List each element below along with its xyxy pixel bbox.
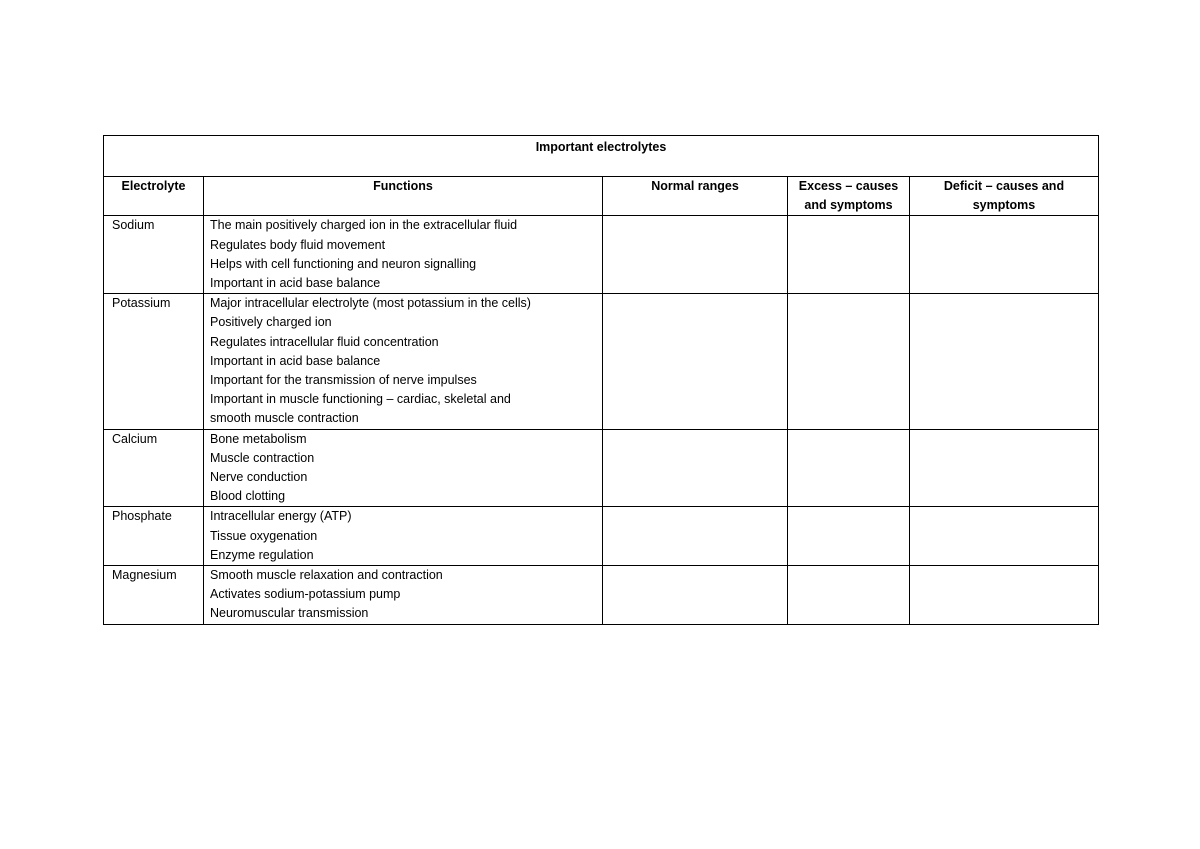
table-title-row	[104, 136, 1099, 177]
table-row	[104, 507, 1099, 566]
header-electrolyte: Electrolyte	[104, 177, 204, 216]
table-row	[104, 566, 1099, 625]
functions-cell	[204, 294, 603, 429]
excess-cell	[788, 294, 910, 429]
electrolyte-name: Magnesium	[104, 566, 204, 625]
table-row	[104, 216, 1099, 294]
electrolyte-name: Phosphate	[104, 507, 204, 566]
function-line: Important in acid base balance	[210, 353, 381, 368]
excess-cell	[788, 566, 910, 625]
excess-cell	[788, 507, 910, 566]
deficit-cell	[910, 507, 1099, 566]
electrolytes-table	[103, 135, 1099, 625]
normal-ranges-cell	[603, 566, 788, 625]
function-line: Important in muscle functioning – cardiac, skeletal and	[210, 392, 511, 407]
normal-ranges-cell	[603, 294, 788, 429]
deficit-cell	[910, 429, 1099, 507]
table-body	[104, 216, 1099, 624]
function-line: Helps with cell functioning and neuron signalling	[210, 256, 477, 271]
function-line: Major intracellular electrolyte (most potassium in the cells)	[210, 296, 531, 311]
normal-ranges-cell	[603, 216, 788, 294]
function-line: Tissue oxygenation	[210, 528, 318, 543]
function-line: Regulates intracellular fluid concentration	[210, 334, 439, 349]
function-line: Bone metabolism	[210, 431, 307, 446]
deficit-cell	[910, 294, 1099, 429]
function-line: Neuromuscular transmission	[210, 606, 369, 621]
function-line: Nerve conduction	[210, 470, 308, 485]
header-normal-ranges: Normal ranges	[603, 177, 788, 216]
functions-cell	[204, 507, 603, 566]
excess-cell	[788, 429, 910, 507]
function-line: Blood clotting	[210, 489, 286, 504]
function-line: Regulates body fluid movement	[210, 237, 386, 252]
header-deficit: Deficit – causes and symptoms	[910, 177, 1099, 216]
function-line: Smooth muscle relaxation and contraction	[210, 568, 443, 583]
electrolyte-name: Calcium	[104, 429, 204, 507]
functions-cell	[204, 566, 603, 625]
function-line: Enzyme regulation	[210, 547, 314, 562]
functions-cell	[204, 429, 603, 507]
table-title: Important electrolytes	[104, 136, 1099, 177]
excess-cell	[788, 216, 910, 294]
function-line: Important for the transmission of nerve impulses	[210, 373, 477, 388]
table-row	[104, 294, 1099, 429]
electrolyte-name: Sodium	[104, 216, 204, 294]
function-line: smooth muscle contraction	[210, 411, 359, 426]
deficit-cell	[910, 216, 1099, 294]
function-line: Positively charged ion	[210, 315, 332, 330]
deficit-cell	[910, 566, 1099, 625]
header-functions: Functions	[204, 177, 603, 216]
functions-cell	[204, 216, 603, 294]
function-line: Muscle contraction	[210, 450, 315, 465]
header-excess: Excess – causes and symptoms	[788, 177, 910, 216]
function-line: The main positively charged ion in the extracellular fluid	[210, 218, 518, 233]
normal-ranges-cell	[603, 507, 788, 566]
table-header-row	[104, 177, 1099, 216]
function-line: Intracellular energy (ATP)	[210, 509, 352, 524]
electrolyte-name: Potassium	[104, 294, 204, 429]
function-line: Activates sodium-potassium pump	[210, 587, 401, 602]
table-row	[104, 429, 1099, 507]
function-line: Important in acid base balance	[210, 276, 381, 291]
normal-ranges-cell	[603, 429, 788, 507]
